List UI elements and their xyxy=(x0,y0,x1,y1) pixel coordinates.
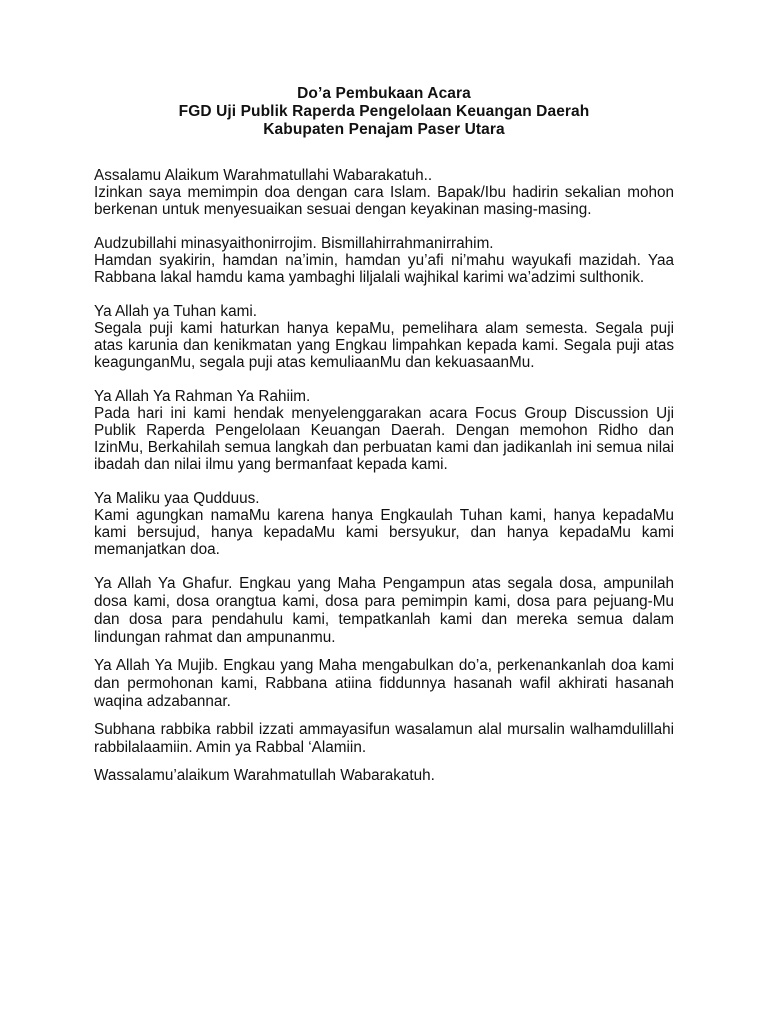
title-line-1: Do’a Pembukaan Acara xyxy=(297,85,471,102)
paragraph-line: Ya Allah ya Tuhan kami. xyxy=(94,303,257,320)
paragraph-taawudz xyxy=(94,235,674,286)
paragraph-line: Segala puji kami haturkan hanya kepaMu, pemelihara alam semesta. Segala puji atas karunia dan kenikmatan yang Engkau limpahkan kepada kami. Segala puji atas keagunganMu, segala puji atas kemuliaanMu dan kekuasaanMu. xyxy=(94,320,674,371)
paragraph-line: Ya Maliku yaa Qudduus. xyxy=(94,490,260,507)
paragraph-ya-mujib xyxy=(94,657,674,711)
title-line-3: Kabupaten Penajam Paser Utara xyxy=(263,121,505,138)
paragraph-line: Izinkan saya memimpin doa dengan cara Islam. Bapak/Ibu hadirin sekalian mohon berkenan untuk menyesuaikan sesuai dengan keyakinan masing-masing. xyxy=(94,184,674,218)
paragraph-line: Ya Allah Ya Ghafur. Engkau yang Maha Pengampun atas segala dosa, ampunilah dosa kami, dosa orangtua kami, dosa para pemimpin kami, dosa para pejuang-Mu dan dosa para pendahulu kami, tempatkanlah kami dan mereka semua dalam lindungan rahmat dan ampunanmu. xyxy=(94,575,674,646)
title-line-2: FGD Uji Publik Raperda Pengelolaan Keuangan Daerah xyxy=(178,103,590,120)
paragraph-ya-allah-tuhan-kami xyxy=(94,303,674,371)
paragraph-closing-greeting xyxy=(94,767,674,785)
paragraph-opening-greeting xyxy=(94,167,674,218)
paragraph-line: Kami agungkan namaMu karena hanya Engkaulah Tuhan kami, hanya kepadaMu kami bersujud, hanya kepadaMu kami bersyukur, dan hanya kepadaMu kami memanjatkan doa. xyxy=(94,507,674,558)
paragraph-line: Subhana rabbika rabbil izzati ammayasifun wasalamun alal mursalin walhamdulillahi rabbilalaamiin. Amin ya Rabbal ‘Alamiin. xyxy=(94,721,674,756)
paragraph-line: Hamdan syakirin, hamdan na’imin, hamdan yu’afi ni’mahu wayukafi mazidah. Yaa Rabbana lakal hamdu kama yambaghi liljalali wajhikal karimi wa’adzimi sulthonik. xyxy=(94,252,674,286)
paragraph-line: Ya Allah Ya Rahman Ya Rahiim. xyxy=(94,388,311,405)
paragraph-ya-ghafur xyxy=(94,575,674,647)
paragraph-line: Assalamu Alaikum Warahmatullahi Wabarakatuh.. xyxy=(94,167,433,184)
document-page xyxy=(94,85,674,785)
document-title xyxy=(94,85,674,139)
paragraph-line: Pada hari ini kami hendak menyelenggarakan acara Focus Group Discussion Uji Publik Raperda Pengelolaan Keuangan Daerah. Dengan memohon Ridho dan IzinMu, Berkahilah semua langkah dan perbuatan kami dan jadikanlah ini semua nilai ibadah dan nilai ilmu yang bermanfaat kepada kami. xyxy=(94,405,674,473)
paragraph-line: Ya Allah Ya Mujib. Engkau yang Maha mengabulkan do’a, perkenankanlah doa kami dan permohonan kami, Rabbana atiina fiddunnya hasanah wafil akhirati hasanah waqina adzabannar. xyxy=(94,657,674,710)
paragraph-subhana-rabbika xyxy=(94,721,674,757)
paragraph-ya-rahman-ya-rahiim xyxy=(94,388,674,473)
paragraph-ya-maliku xyxy=(94,490,674,558)
paragraph-line: Wassalamu’alaikum Warahmatullah Wabarakatuh. xyxy=(94,767,435,784)
paragraph-line: Audzubillahi minasyaithonirrojim. Bismillahirrahmanirrahim. xyxy=(94,235,494,252)
